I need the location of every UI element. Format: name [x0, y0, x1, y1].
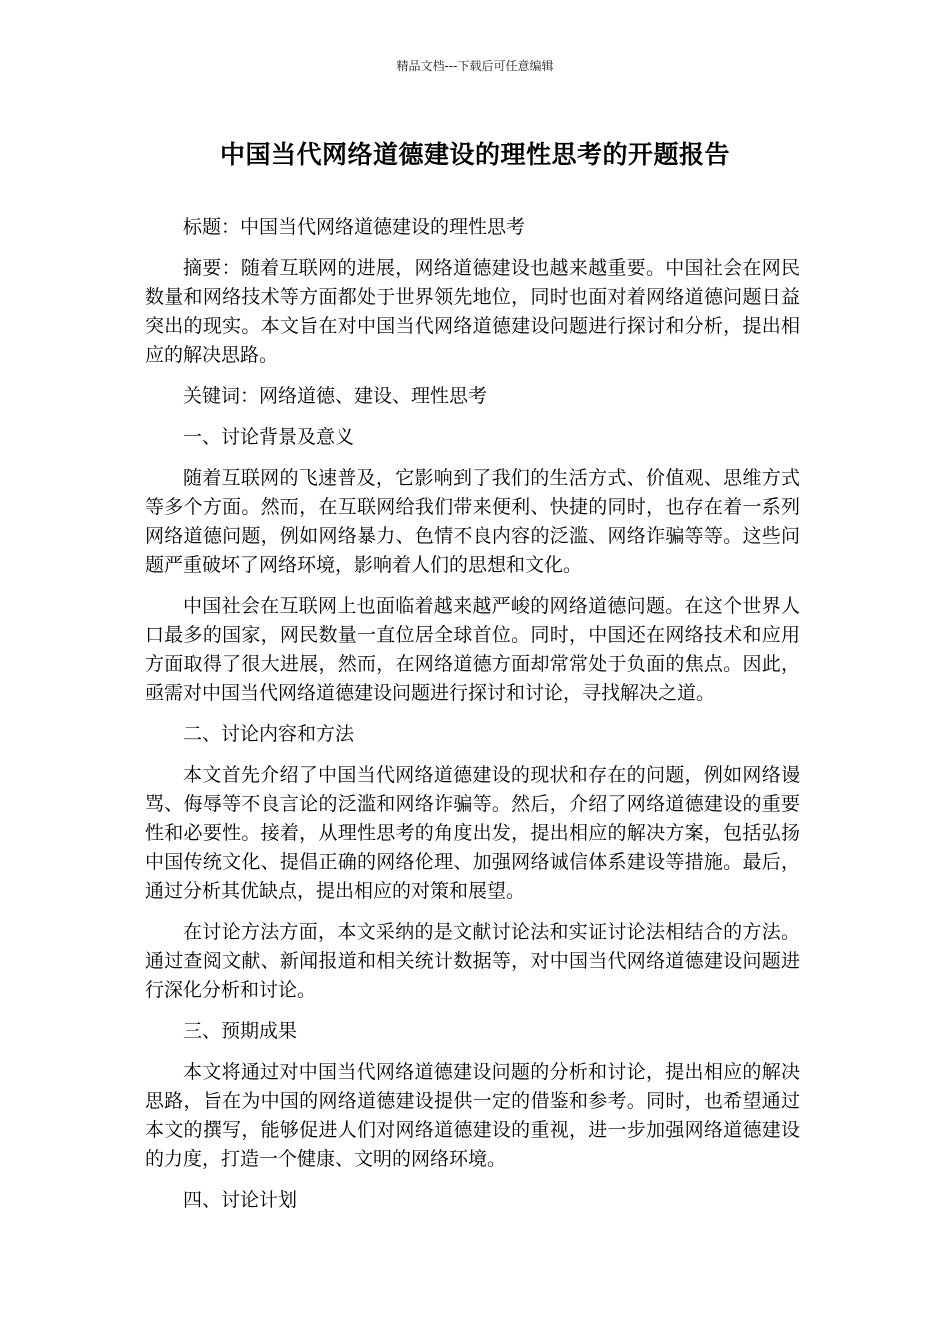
section-heading-content-methods: 二、讨论内容和方法: [183, 723, 355, 745]
section-heading-expected-results: 三、预期成果: [183, 1020, 298, 1042]
abstract-paragraph: 摘要：随着互联网的进展，网络道德建设也越来越重要。中国社会在网民数量和网络技术等方面都处于世界领先地位，同时也面对着网络道德问题日益突出的现实。本文旨在对中国当代网络道德建设问题进行探讨和分析，提出相应的解决思路。: [145, 257, 800, 366]
section-heading-background: 一、讨论背景及意义: [183, 426, 355, 448]
keywords-line: 关键词：网络道德、建设、理性思考: [183, 385, 488, 407]
body-paragraph: 本文将通过对中国当代网络道德建设问题的分析和讨论，提出相应的解决思路，旨在为中国的网络道德建设提供一定的借鉴和参考。同时，也希望通过本文的撰写，能够促进人们对网络道德建设的重视，进一步加强网络道德建设的力度，打造一个健康、文明的网络环境。: [145, 1061, 800, 1170]
body-paragraph: 随着互联网的飞速普及，它影响到了我们的生活方式、价值观、思维方式等多个方面。然而，在互联网给我们带来便利、快捷的同时，也存在着一系列网络道德问题，例如网络暴力、色情不良内容的泛滥、网络诈骗等等。这些问题严重破坏了网络环境，影响着人们的思想和文化。: [145, 467, 800, 576]
section-heading-research-plan: 四、讨论计划: [183, 1189, 298, 1211]
body-paragraph: 在讨论方法方面，本文采纳的是文献讨论法和实证讨论法相结合的方法。通过查阅文献、新闻报道和相关统计数据等，对中国当代网络道德建设问题进行深化分析和讨论。: [145, 921, 800, 1001]
body-paragraph: 本文首先介绍了中国当代网络道德建设的现状和存在的问题，例如网络谩骂、侮辱等不良言论的泛滥和网络诈骗等。然后，介绍了网络道德建设的重要性和必要性。接着，从理性思考的角度出发，提出相应的解决方案，包括弘扬中国传统文化、提倡正确的网络伦理、加强网络诚信体系建设等措施。最后，通过分析其优缺点，提出相应的对策和展望。: [145, 764, 800, 902]
page-header-note: 精品文档---下载后可任意编辑: [396, 59, 554, 73]
body-paragraph: 中国社会在互联网上也面临着越来越严峻的网络道德问题。在这个世界人口最多的国家，网民数量一直位居全球首位。同时，中国还在网络技术和应用方面取得了很大进展，然而，在网络道德方面却常常处于负面的焦点。因此，亟需对中国当代网络道德建设问题进行探讨和讨论，寻找解决之道。: [145, 595, 800, 704]
document-title: 中国当代网络道德建设的理性思考的开题报告: [219, 140, 730, 169]
subject-line: 标题：中国当代网络道德建设的理性思考: [183, 216, 526, 238]
document-body: [145, 213, 800, 1227]
